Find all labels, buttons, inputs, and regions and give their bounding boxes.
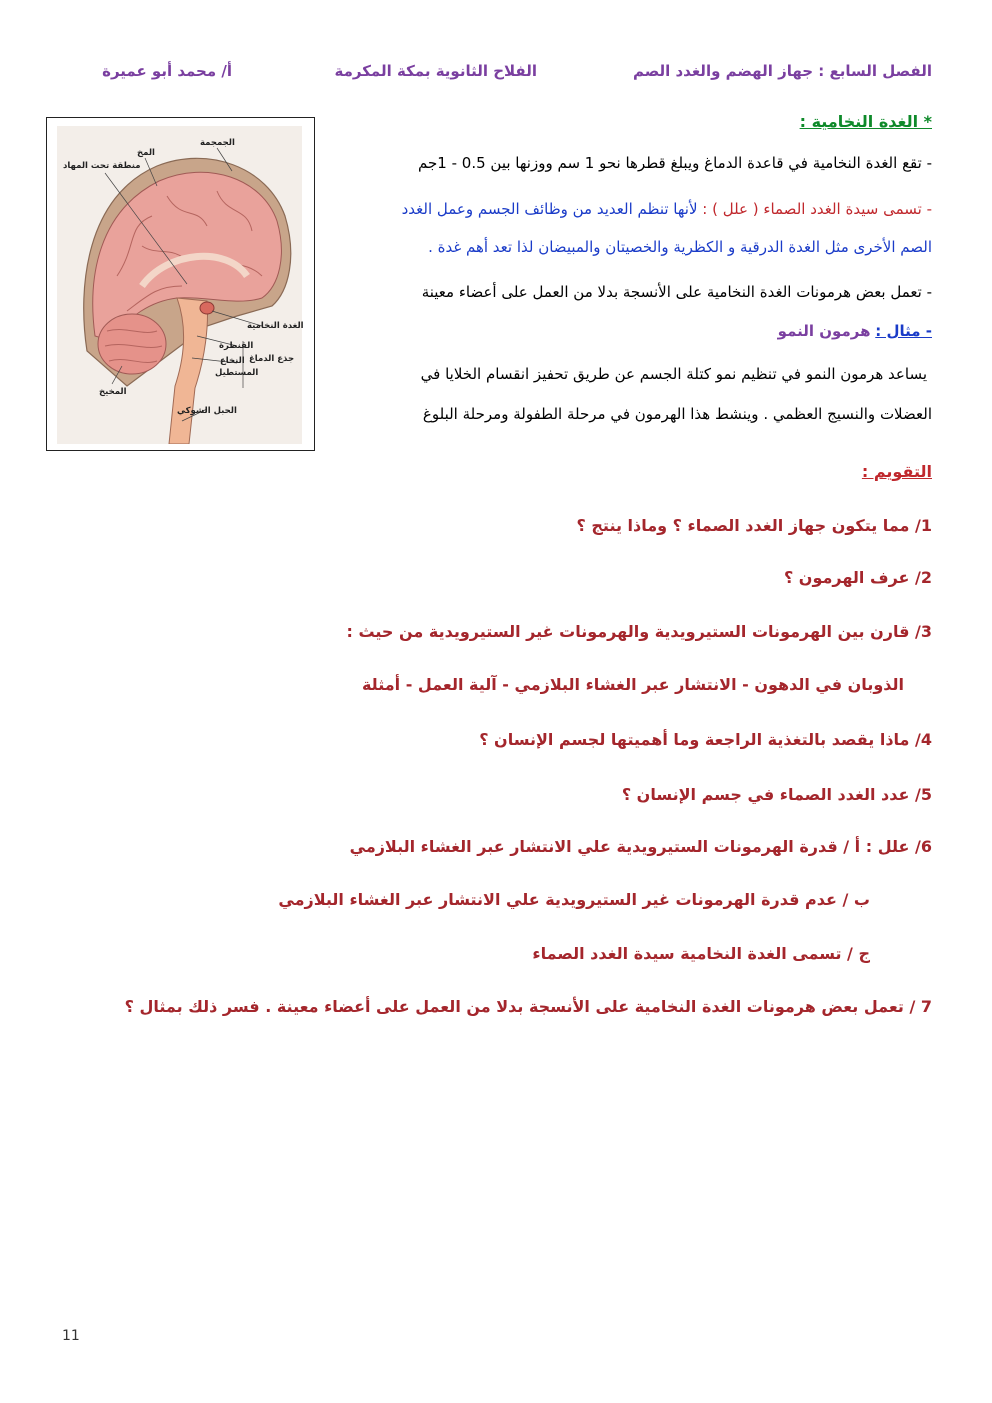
section-title: * الغدة النخامية :	[799, 112, 932, 131]
label-brainstem: جذع الدماغ	[249, 354, 295, 364]
question-5: 5/ عدد الغدد الصماء في جسم الإنسان ؟	[621, 785, 932, 804]
question-1: 1/ مما يتكون جهاز الغدد الصماء ؟ وماذا ينتج ؟	[576, 516, 932, 535]
brain-illustration	[57, 126, 302, 444]
label-spinal-cord: الحبل الشوكي	[177, 406, 237, 416]
label-brain: المخ	[137, 148, 155, 158]
question-2: 2/ عرف الهرمون ؟	[783, 568, 932, 587]
example-label: - مثال :	[875, 322, 932, 340]
evaluation-title: التقويم :	[861, 462, 932, 481]
question-7: 7 / تعمل بعض هرمونات الغدة النخامية على الأنسجة بدلا من العمل على أعضاء معينة . فسر ذلك بمثال ؟	[124, 997, 932, 1016]
line-2-red: - تسمى سيدة الغدد الصماء ( علل ) :	[702, 200, 932, 218]
section-line-4: - تعمل بعض هرمونات الغدة النخامية على الأنسجة بدلا من العمل على أعضاء معينة	[421, 283, 932, 301]
label-medulla-1: النخاع	[220, 356, 245, 366]
label-pons: القنطرة	[219, 341, 254, 351]
label-skull: الجمجمة	[200, 138, 235, 148]
example-line-1: يساعد هرمون النمو في تنظيم نمو كتلة الجسم عن طريق تحفيز انقسام الخلايا في	[420, 365, 927, 383]
line-2-blue: لأنها تنظم العديد من وظائف الجسم وعمل الغدد	[401, 200, 698, 218]
question-6: 6/ علل : أ / قدرة الهرمونات الستيرويدية علي الانتشار عبر الغشاء البلازمي	[349, 837, 932, 856]
example-line-2: العضلات والنسيج العظمي . وينشط هذا الهرمون في مرحلة الطفولة ومرحلة البلوغ	[422, 405, 932, 423]
example-heading	[778, 322, 932, 340]
question-6-b: ب / عدم قدرة الهرمونات غير الستيرويدية علي الانتشار عبر الغشاء البلازمي	[278, 890, 870, 909]
brain-diagram	[46, 117, 315, 451]
brain-diagram-canvas	[57, 126, 302, 444]
example-value: هرمون النمو	[777, 322, 871, 340]
question-4: 4/ ماذا يقصد بالتغذية الراجعة وما أهميتها لجسم الإنسان ؟	[479, 730, 932, 749]
school-name: الفلاح الثانوية بمكة المكرمة	[334, 62, 537, 80]
question-3: 3/ قارن بين الهرمونات الستيرويدية والهرمونات غير الستيرويدية من حيث :	[346, 622, 932, 641]
section-line-1: - تقع الغدة النخامية في قاعدة الدماغ ويبلغ قطرها نحو 1 سم ووزنها بين 0.5 - 1جم	[418, 154, 932, 172]
label-medulla-2: المستطيل	[215, 368, 259, 378]
label-cerebellum: المخيخ	[99, 387, 127, 397]
label-pituitary: الغدة النخامية	[247, 321, 304, 331]
section-line-2	[402, 200, 932, 218]
question-3-detail: الذوبان في الدهون - الانتشار عبر الغشاء البلازمي - آلية العمل - أمثلة	[361, 675, 904, 694]
teacher-name: أ/ محمد أبو عميرة	[102, 62, 232, 80]
question-6-c: ج / تسمى الغدة النخامية سيدة الغدد الصماء	[532, 944, 870, 963]
label-hypothalamus: منطقة تحت المهاد	[63, 161, 141, 171]
section-line-3: الصم الأخرى مثل الغدة الدرقية و الكظرية والخصيتان والمبيضان لذا تعد أهم غدة .	[428, 238, 932, 256]
page-number: 11	[62, 1328, 80, 1344]
chapter-title: الفصل السابع : جهاز الهضم والغدد الصم	[632, 62, 932, 80]
